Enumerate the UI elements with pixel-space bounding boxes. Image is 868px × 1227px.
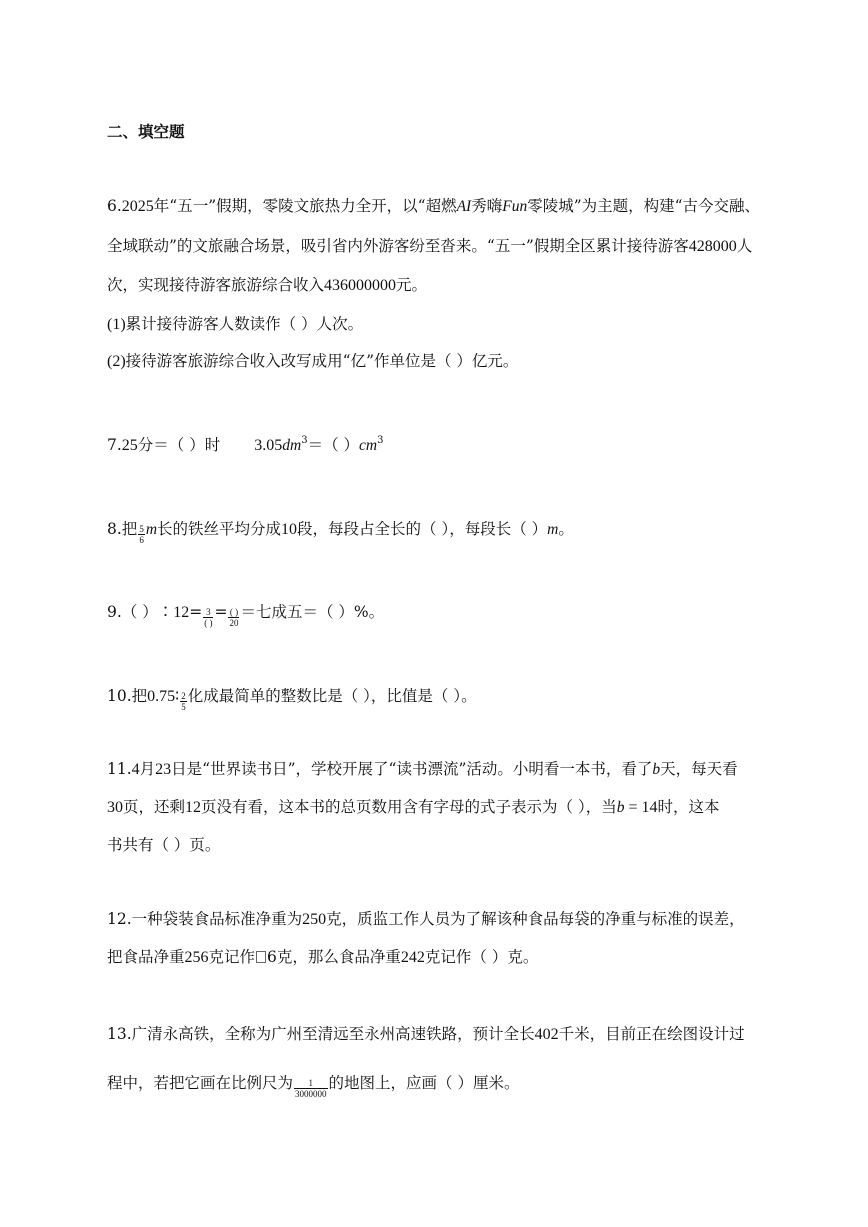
question-6-line-2 (107, 235, 752, 258)
q11-equation: = 14 (624, 799, 658, 816)
q6-text-4: 全域联动”的文旅融合场景，吸引省内外游客纷至沓来。“五一”假期全区累计接待游客 (107, 237, 689, 255)
q12-text-1: 一种袋装食品标准净重为 (131, 910, 303, 928)
q10-fraction-numerator: 2 (181, 691, 186, 701)
q8-unit: m (145, 521, 158, 538)
q12-weight-2: 242 (400, 949, 425, 966)
q6-number: 6. (107, 197, 122, 215)
q9-fraction-2 (228, 607, 239, 628)
q8-number: 8. (107, 520, 122, 538)
question-11-line-2 (107, 796, 720, 819)
q9-fraction-2-denominator: 20 (229, 618, 239, 628)
q11-text-1: 月 (139, 760, 156, 778)
q8-fraction-denominator: 6 (139, 535, 144, 545)
q11-text-3: 天，每天看 (660, 760, 738, 778)
section-title: 二、填空题 (107, 123, 185, 141)
q9-equals: = (189, 603, 203, 621)
question-6-sub-1 (107, 313, 363, 336)
q10-colon: ∶ (175, 687, 180, 705)
question-11-line-1 (107, 758, 738, 781)
q11-variable: b (652, 761, 661, 778)
question-8 (107, 518, 574, 545)
q13-number: 13. (107, 1025, 132, 1043)
q9-value: 12 (173, 604, 190, 621)
missing-glyph-box (256, 951, 266, 963)
question-13-line-2 (107, 1072, 519, 1099)
q7-a-value: 25 (121, 437, 138, 454)
q6-income: 436000000 (324, 277, 397, 294)
q9-fraction-1-denominator: ( ) (204, 618, 213, 628)
q7-number: 7. (107, 436, 122, 454)
q13-length: 402 (534, 1026, 559, 1043)
q13-text-3: 程中，若把它画在比例尺为 (107, 1074, 294, 1092)
q7-b-unit: dm (282, 437, 302, 454)
q11-text-6: 时，这本 (657, 798, 720, 816)
q6-text-7: 元。 (396, 276, 428, 294)
q13-scale-numerator: 1 (294, 1078, 328, 1089)
q6-visitors: 428000 (688, 238, 737, 255)
q13-text-1: 广清永高铁，全称为广州至清远至永州高速铁路，预计全长 (131, 1025, 535, 1043)
question-13-line-1 (107, 1023, 745, 1046)
q8-fraction (138, 524, 145, 545)
q11-text-5: 页没有看，这本书的总页数用含有字母的式子表示为（ ），当 (201, 798, 617, 816)
q8-text-4: 。 (558, 520, 574, 538)
q13-text-2: 千米，目前正在绘图设计过 (558, 1025, 745, 1043)
q7-b-value: 3.05 (254, 437, 283, 454)
q10-text-2: 化成最简单的整数比是（ ），比值是（ ）。 (187, 687, 477, 705)
question-12-line-1 (107, 908, 745, 931)
q8-unit-2: m (547, 521, 559, 538)
question-6-line-1 (107, 195, 760, 218)
q6-text-1: 年“五一”假期，零陵文旅热力全开，以“超燃 (153, 197, 457, 215)
q11-text-2: 日是“世界读书日”，学校开展了“读书漂流”活动。小明看一本书，看了 (171, 760, 653, 778)
q6-text-2: 秀嗨 (471, 197, 503, 215)
q7-b-exponent: 3 (301, 435, 308, 446)
q11-number: 11. (107, 760, 132, 778)
q10-text-1: 把 (131, 687, 148, 705)
q9-equals-2: = (214, 603, 228, 621)
q9-fraction-2-numerator: ( ) (229, 607, 239, 617)
question-7 (107, 430, 383, 457)
q6-fun: Fun (502, 198, 528, 215)
q7-c-exponent: 3 (377, 435, 384, 446)
q8-segments: 10 (281, 521, 298, 538)
q13-text-4: 的地图上，应画（ ）厘米。 (328, 1074, 520, 1092)
question-10 (107, 685, 477, 712)
q11-pages-left: 12 (185, 799, 202, 816)
q9-text-2: ＝七成五＝（ ）%。 (240, 603, 385, 621)
q6-text-6: 次，实现接待游客旅游综合收入 (107, 276, 325, 294)
q9-text-1: （ ）∶ (121, 603, 174, 621)
q11-day: 23 (155, 761, 172, 778)
q9-fraction-1 (203, 607, 213, 628)
q12-text-4: 克记作 (208, 948, 256, 966)
q12-number: 12. (107, 910, 132, 928)
q12-text-2: 克，质监工作人员为了解该种食品每袋的净重与标准的误差， (326, 910, 745, 928)
q10-number: 10. (107, 687, 132, 705)
q6-text-5: 人 (736, 237, 753, 255)
q12-standard-weight: 250 (302, 911, 327, 928)
q8-text-1: 把 (121, 520, 138, 538)
q6-sub2-text: 接待游客旅游综合收入改写成用“亿”作单位是（ ）亿元。 (125, 352, 519, 370)
q7-c-unit: cm (359, 437, 378, 454)
q12-text-3: 把食品净重 (107, 948, 185, 966)
question-9 (107, 601, 384, 628)
q12-text-5: 6克，那么食品净重 (267, 948, 401, 966)
q6-sub1-text: 累计接待游客人数读作（ ）人次。 (125, 315, 364, 333)
question-6-line-3 (107, 274, 427, 297)
q12-weight-1: 256 (184, 949, 209, 966)
q8-text-3: 段，每段占全长的（ ），每段长（ ） (297, 520, 548, 538)
q12-text-6: 克记作（ ）克。 (424, 948, 539, 966)
q10-value: 0.75 (147, 688, 176, 705)
q8-fraction-numerator: 5 (139, 524, 144, 534)
q10-fraction (180, 691, 187, 712)
question-11-line-3 (107, 834, 220, 856)
question-6-sub-2 (107, 350, 518, 373)
q11-text-4: 页，还剩 (123, 798, 186, 816)
q9-number: 9. (107, 603, 122, 621)
q9-fraction-1-numerator: 3 (203, 607, 213, 618)
q11-text-7: 书共有（ ）页。 (107, 836, 221, 854)
q13-scale-fraction (294, 1078, 328, 1099)
q11-month: 4 (131, 761, 140, 778)
q13-scale-denominator: 3000000 (295, 1089, 327, 1099)
q11-variable-2: b (616, 799, 625, 816)
q7-b-text: ＝（ ） (307, 436, 359, 454)
q8-text-2: 长的铁丝平均分成 (157, 520, 282, 538)
question-12-line-2 (107, 946, 538, 969)
q6-sub2-mark: (2) (107, 353, 126, 370)
q11-pages-per-day: 30 (107, 799, 123, 816)
q6-year: 2025 (121, 198, 154, 215)
q10-fraction-denominator: 5 (181, 702, 186, 712)
q7-a-text: 分＝（ ）时 (137, 436, 221, 454)
q6-ai: AI (456, 198, 472, 215)
q6-text-3: 零陵城”为主题，构建“古今交融、 (527, 197, 761, 215)
q6-sub1-mark: (1) (107, 316, 126, 333)
